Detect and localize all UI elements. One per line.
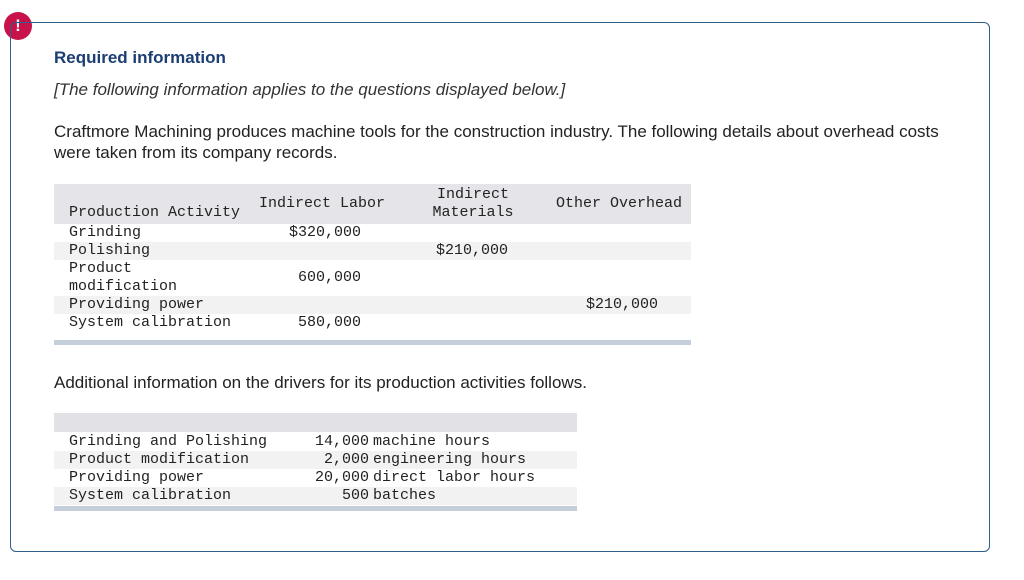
header-production-activity: Production Activity (69, 204, 241, 221)
intro-paragraph: Craftmore Machining produces machine tools for the construction industry. The following details about overhead costs were taken from its company records. (54, 122, 939, 162)
overhead-cost-table (54, 184, 691, 345)
row-indirect-labor: 600,000 (297, 269, 361, 286)
row-indirect-materials: $210,000 (435, 242, 508, 259)
driver-unit: engineering hours (373, 451, 527, 468)
table-row (54, 433, 577, 451)
driver-activity: System calibration (69, 487, 232, 504)
row-other-overhead: $210,000 (585, 296, 658, 313)
section-heading: Required information (54, 48, 226, 67)
table-row (54, 296, 691, 314)
row-activity: Providing power (69, 296, 205, 313)
driver-table-header (54, 413, 577, 432)
driver-amount: 2,000 (323, 451, 369, 468)
driver-unit: machine hours (373, 433, 491, 450)
cost-table-header (54, 184, 691, 224)
table-row (54, 224, 691, 242)
table-row (54, 260, 691, 296)
header-indirect-materials-line2: Materials (432, 204, 514, 221)
driver-activity: Grinding and Polishing (69, 433, 268, 450)
header-other-overhead: Other Overhead (556, 195, 683, 212)
row-activity: Polishing (69, 242, 151, 259)
additional-info-text: Additional information on the drivers for its production activities follows. (54, 373, 587, 392)
row-activity: Grinding (69, 224, 142, 241)
table-bottom-rule (54, 340, 691, 345)
table-row (54, 487, 577, 505)
row-activity: System calibration (69, 314, 232, 331)
driver-amount: 20,000 (314, 469, 369, 486)
table-row (54, 451, 577, 469)
driver-unit: direct labor hours (373, 469, 536, 486)
table-row (54, 469, 577, 487)
driver-unit: batches (373, 487, 437, 504)
driver-activity: Product modification (69, 451, 250, 468)
table-row (54, 242, 691, 260)
driver-amount: 14,000 (314, 433, 369, 450)
driver-amount: 500 (341, 487, 369, 504)
header-indirect-materials-line1: Indirect (436, 186, 509, 203)
activity-driver-table (54, 413, 577, 511)
row-activity-line1: Product (69, 260, 133, 277)
row-activity-line2: modification (69, 278, 178, 295)
applies-note: [The following information applies to the questions displayed below.] (54, 80, 566, 99)
header-indirect-labor: Indirect Labor (259, 195, 386, 212)
table-row (54, 314, 691, 332)
table-bottom-rule (54, 506, 577, 511)
row-indirect-labor: $320,000 (288, 224, 361, 241)
row-indirect-labor: 580,000 (297, 314, 361, 331)
exclamation-icon: ! (4, 12, 32, 40)
driver-activity: Providing power (69, 469, 205, 486)
